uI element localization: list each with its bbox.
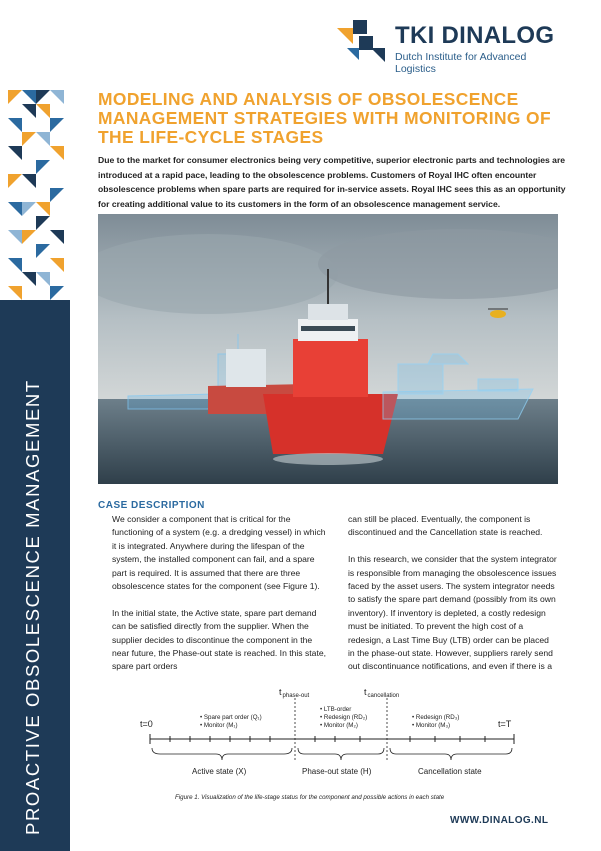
active-action: • Spare part order (Q₁) (200, 714, 262, 721)
dinalog-logo (337, 18, 567, 75)
paragraph: In this research, we consider that the system integrator is responsible from managing the obsolescence issues faced by the asset users. The system integrator needs to satisfy the spare part demand (possibly from its own inventory). If inventory is depleted, a costly redesign must be initiated. To prevent the high cost of a redesign, a Last Time Buy (LTB) order can be placed in the phase-out state. However, suppliers rarely send out discontinuance notifications, and even if there is a (348, 554, 557, 672)
page-title: MODELING AND ANALYSIS OF OBSOLESCENCE MANAGEMENT STRATEGIES WITH MONITORING OF THE LIFE-CYCLE STAGES (98, 89, 552, 147)
body-column-right (348, 513, 558, 687)
logo-subtitle: Dutch Institute for Advanced Logistics (395, 51, 527, 75)
vessels-photo (98, 214, 558, 484)
state-label: Phase-out state (H) (302, 767, 372, 776)
website-link[interactable]: WWW.DINALOG.NL (450, 815, 549, 826)
phase-action: • LTB-order (320, 706, 352, 713)
timeline-start-label: t=0 (140, 719, 153, 729)
active-action: • Monitor (M₁) (200, 722, 238, 729)
logo-mark-icon (337, 18, 391, 70)
cancel-action: • Monitor (M₃) (412, 722, 451, 729)
sidebar-vertical-label: PROACTIVE OBSOLESCENCE MANAGEMENT (22, 379, 43, 835)
state-braces (152, 748, 512, 760)
logo-wordmark: TKI DINALOG (395, 22, 555, 49)
cancellation-label: $t_{cancellation}$ (364, 687, 400, 699)
decorative-triangle-pattern (0, 90, 70, 300)
paragraph: can still be placed. Eventually, the component is discontinued and the Cancellation state is reached. (348, 514, 543, 538)
phase-out-label: $t_{phase-out}$ (279, 687, 310, 699)
phase-action: • Monitor (M₂) (320, 722, 358, 729)
cancel-action: • Redesign (RD₃) (412, 714, 460, 721)
sidebar (0, 0, 70, 851)
lifecycle-timeline-figure (140, 682, 530, 782)
phase-action: • Redesign (RD₂) (320, 714, 368, 721)
paragraph: We consider a component that is critical for the functioning of a system (e.g. a dredging vessel) in which it is integrated. Anywhere during the lifespan of the system, the installed component can fail, and a spare part is required. It is assumed that there are three obsolescence states for the component (see Figure 1). (112, 514, 326, 592)
figure-caption: Figure 1. Visualization of the life-stage status for the component and possible actions in each state (175, 794, 445, 801)
paragraph: In the initial state, the Active state, spare part demand can be satisfied directly from the supplier. When the supplier decides to discontinue the component in the near future, the Phase-out state is reached. In this state, spare part orders (112, 607, 327, 672)
body-column-left (112, 513, 328, 687)
intro-paragraph: Due to the market for consumer electronics being very competitive, superior electronic parts and technologies are introduced at a rapid pace, leading to the obsolescence problems. Customers of Royal IHC often encounter obsolescence problems when spare parts are required for in-service assets. Royal IHC sees this as an opportunity for creating additional value to its customers in the form of an obsolescence management service. (98, 155, 566, 209)
timeline-end-label: t=T (498, 719, 512, 729)
state-label: Cancellation state (418, 767, 482, 776)
section-heading: CASE DESCRIPTION (98, 500, 205, 511)
state-label: Active state (X) (192, 767, 247, 776)
